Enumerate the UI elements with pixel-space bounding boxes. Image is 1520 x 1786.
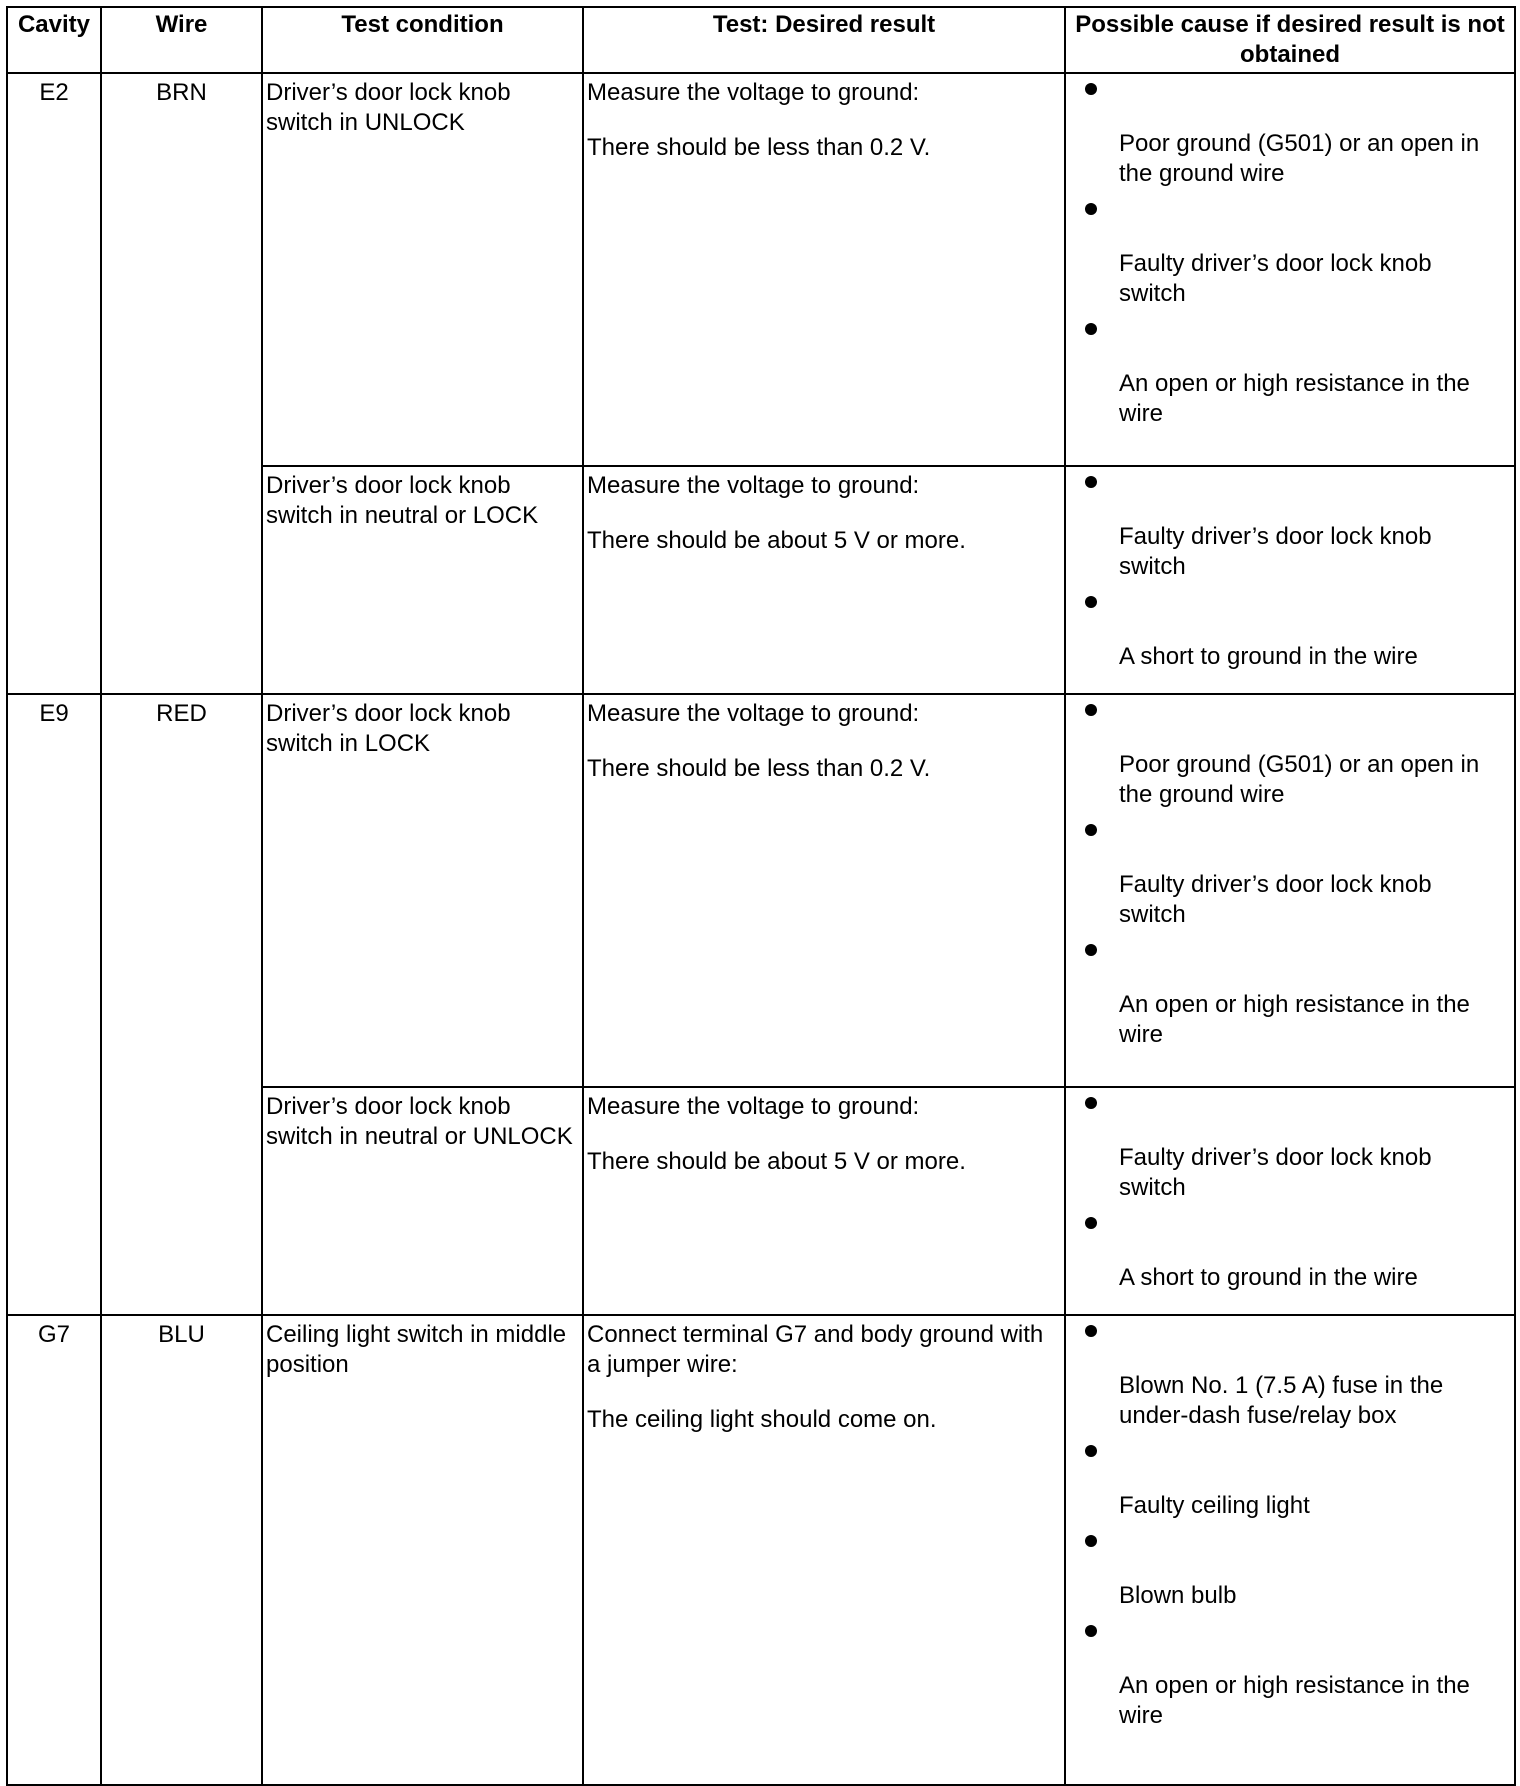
header-wire: Wire	[101, 7, 262, 73]
bullet-icon	[1085, 1535, 1097, 1547]
table-row	[7, 694, 1515, 1087]
bullet-icon	[1085, 944, 1097, 956]
result-instruction: Measure the voltage to ground:	[587, 1093, 920, 1120]
header-row	[7, 7, 1515, 73]
list-item	[1066, 1208, 1502, 1293]
result-expected: There should be less than 0.2 V.	[587, 134, 931, 161]
result-cell	[583, 1087, 1065, 1315]
list-item	[1066, 695, 1502, 810]
header-test-condition: Test condition	[262, 7, 583, 73]
bullet-icon	[1085, 1325, 1097, 1337]
cause-cell	[1065, 1315, 1515, 1785]
list-item	[1066, 587, 1502, 672]
result-instruction: Measure the voltage to ground:	[587, 700, 920, 727]
cause-text: Blown bulb	[1119, 1582, 1237, 1609]
header-possible-cause: Possible cause if desired result is not obtained	[1065, 7, 1515, 73]
bullet-icon	[1085, 824, 1097, 836]
cause-cell	[1065, 1087, 1515, 1315]
cavity-cell: E2	[7, 73, 101, 694]
bullet-icon	[1085, 596, 1097, 608]
result-expected: The ceiling light should come on.	[587, 1406, 937, 1433]
bullet-icon	[1085, 323, 1097, 335]
cause-text: A short to ground in the wire	[1119, 643, 1418, 670]
wire-cell: RED	[101, 694, 262, 1315]
cause-cell	[1065, 694, 1515, 1087]
bullet-icon	[1085, 704, 1097, 716]
wire-cell: BLU	[101, 1315, 262, 1785]
cause-text: An open or high resistance in the wire	[1119, 991, 1470, 1048]
cause-text: Poor ground (G501) or an open in the ground wire	[1119, 751, 1480, 808]
header-desired-result: Test: Desired result	[583, 7, 1065, 73]
result-cell	[583, 73, 1065, 466]
cause-text: An open or high resistance in the wire	[1119, 370, 1470, 427]
condition-cell: Ceiling light switch in middle position	[262, 1315, 583, 1785]
bullet-icon	[1085, 203, 1097, 215]
bullet-icon	[1085, 1445, 1097, 1457]
condition-cell: Driver’s door lock knob switch in UNLOCK	[262, 73, 583, 466]
list-item	[1066, 194, 1502, 309]
result-instruction: Measure the voltage to ground:	[587, 472, 920, 499]
header-cavity: Cavity	[7, 7, 101, 73]
result-expected: There should be about 5 V or more.	[587, 527, 966, 554]
cause-text: Faulty driver’s door lock knob switch	[1119, 1144, 1432, 1201]
cause-text: An open or high resistance in the wire	[1119, 1672, 1470, 1729]
result-cell	[583, 466, 1065, 694]
list-item	[1066, 1316, 1502, 1431]
wire-cell: BRN	[101, 73, 262, 694]
cavity-cell: E9	[7, 694, 101, 1315]
bullet-icon	[1085, 83, 1097, 95]
condition-cell: Driver’s door lock knob switch in neutral or UNLOCK	[262, 1087, 583, 1315]
cause-cell	[1065, 73, 1515, 466]
result-instruction: Connect terminal G7 and body ground with a jumper wire:	[587, 1321, 1044, 1378]
result-cell	[583, 1315, 1065, 1785]
bullet-icon	[1085, 1625, 1097, 1637]
table-row	[7, 1315, 1515, 1785]
bullet-icon	[1085, 476, 1097, 488]
result-expected: There should be less than 0.2 V.	[587, 755, 931, 782]
bullet-icon	[1085, 1217, 1097, 1229]
cause-text: Faulty driver’s door lock knob switch	[1119, 250, 1432, 307]
result-expected: There should be about 5 V or more.	[587, 1148, 966, 1175]
cause-text: Blown No. 1 (7.5 A) fuse in the under-dash fuse/relay box	[1119, 1372, 1444, 1429]
list-item	[1066, 314, 1502, 429]
bullet-icon	[1085, 1097, 1097, 1109]
list-item	[1066, 1616, 1502, 1731]
cause-text: Faulty driver’s door lock knob switch	[1119, 523, 1432, 580]
condition-cell: Driver’s door lock knob switch in neutral or LOCK	[262, 466, 583, 694]
cavity-cell: G7	[7, 1315, 101, 1785]
list-item	[1066, 1088, 1502, 1203]
cause-text: Faulty driver’s door lock knob switch	[1119, 871, 1432, 928]
list-item	[1066, 1526, 1502, 1611]
list-item	[1066, 815, 1502, 930]
cause-text: Poor ground (G501) or an open in the ground wire	[1119, 130, 1480, 187]
diagnostic-table	[6, 6, 1516, 1786]
list-item	[1066, 467, 1502, 582]
result-cell	[583, 694, 1065, 1087]
cause-text: A short to ground in the wire	[1119, 1264, 1418, 1291]
list-item	[1066, 935, 1502, 1050]
list-item	[1066, 74, 1502, 189]
list-item	[1066, 1436, 1502, 1521]
cause-cell	[1065, 466, 1515, 694]
condition-cell: Driver’s door lock knob switch in LOCK	[262, 694, 583, 1087]
result-instruction: Measure the voltage to ground:	[587, 79, 920, 106]
cause-text: Faulty ceiling light	[1119, 1492, 1310, 1519]
table-row	[7, 73, 1515, 466]
